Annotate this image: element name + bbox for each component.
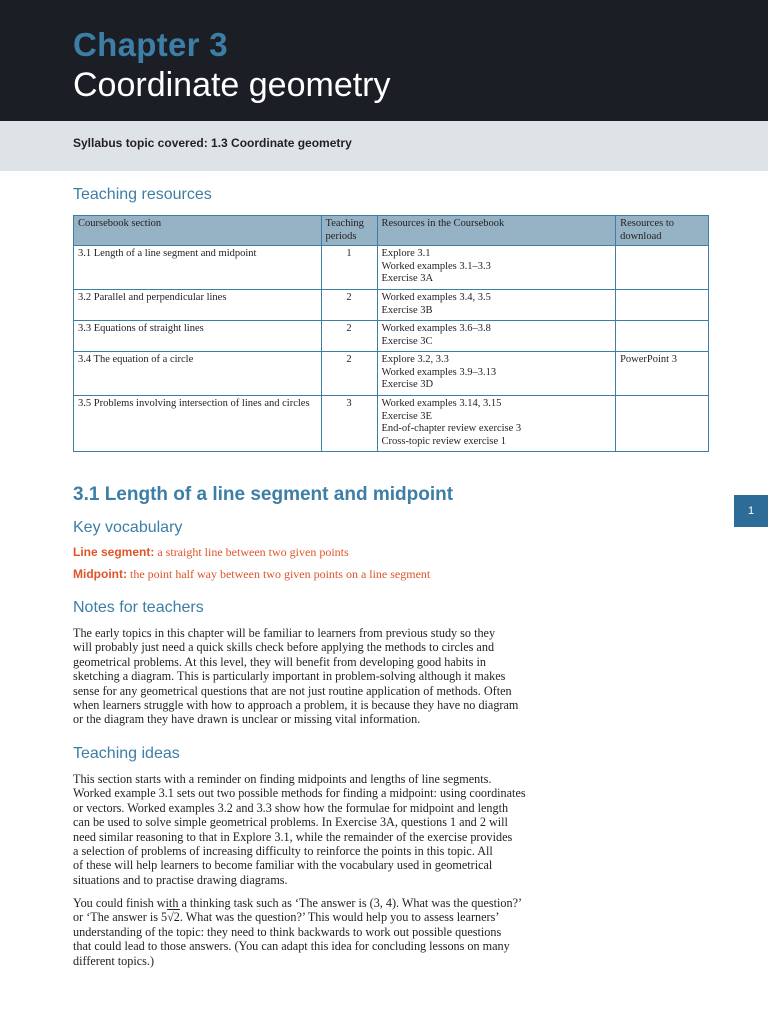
resources-cell xyxy=(377,321,616,352)
resource-item: Worked examples 3.4, 3.5 xyxy=(381,292,491,303)
text-line: sense for any geometrical questions that are not just routine application of methods. Often xyxy=(73,683,512,698)
vocab-term: Line segment: xyxy=(73,545,155,559)
text-line: a selection of problems of increasing difficulty to reinforce the points in this topic. All xyxy=(73,844,493,859)
page-number: 1 xyxy=(734,495,768,527)
resource-item: Exercise 3A xyxy=(381,273,434,284)
resource-item: Exercise 3B xyxy=(381,304,433,316)
periods-cell: 2 xyxy=(321,290,377,321)
resource-item: Explore 3.2, 3.3 xyxy=(381,354,449,365)
text-line: understanding of the topic: they need to think backwards to work out possible questions xyxy=(73,924,502,939)
text-fragment: . What was the question?’ This would help you to assess learners’ xyxy=(179,910,500,925)
teaching-ideas-heading: Teaching ideas xyxy=(73,745,180,762)
text-line: that could lead to those answers. (You can adapt this idea for concluding lessons on many xyxy=(73,939,510,954)
column-header: Teaching periods xyxy=(321,216,377,246)
vocab-term: Midpoint: xyxy=(73,567,127,581)
square-root-expression: √2 xyxy=(167,910,180,925)
text-line: of these will help learners to become familiar with the vocabulary used in geometrical xyxy=(73,858,493,873)
column-header: Resources in the Coursebook xyxy=(377,216,616,246)
text-line: geometrical problems. At this level, they will benefit from developing good habits in xyxy=(73,654,486,669)
download-cell xyxy=(616,321,709,352)
text-line: You could finish with a thinking task such as ‘The answer is (3, 4). What was the question?’ xyxy=(73,896,523,910)
text-line: when learners struggle with how to approach a problem, it is because they have no diagram xyxy=(73,698,519,713)
resource-item: Worked examples 3.1–3.3 xyxy=(381,260,491,272)
text-line xyxy=(73,910,589,924)
vocab-definition: a straight line between two given points xyxy=(154,545,349,559)
section-cell: 3.5 Problems involving intersection of lines and circles xyxy=(74,396,322,452)
section-cell: 3.1 Length of a line segment and midpoint xyxy=(74,246,322,290)
text-line: or vectors. Worked examples 3.2 and 3.3 show how the formulae for midpoint and length xyxy=(73,800,509,815)
section-title: 3.1 Length of a line segment and midpoint xyxy=(73,484,454,505)
resources-cell xyxy=(377,290,616,321)
text-line: can be used to solve simple geometrical problems. In Exercise 3A, questions 1 and 2 will xyxy=(73,815,508,830)
text-line: situations and to practise drawing diagrams. xyxy=(73,872,288,887)
table-row xyxy=(74,396,709,452)
periods-cell: 1 xyxy=(321,246,377,290)
table-row xyxy=(74,352,709,396)
periods-cell: 2 xyxy=(321,352,377,396)
resource-item: Exercise 3D xyxy=(381,379,434,390)
column-header: Resources to download xyxy=(616,216,709,246)
text-line: The early topics in this chapter will be familiar to learners from previous study so they xyxy=(73,626,496,640)
text-line: different topics.) xyxy=(73,953,154,968)
resource-item: Cross-topic review exercise 1 xyxy=(381,435,507,447)
thinking-task-paragraph xyxy=(73,896,589,968)
syllabus-topic: Syllabus topic covered: 1.3 Coordinate geometry xyxy=(73,136,352,150)
text-line: or the diagram they have drawn is unclear or missing vital information. xyxy=(73,712,421,727)
vocab-entry xyxy=(73,567,430,582)
resource-item: Worked examples 3.14, 3.15 xyxy=(381,398,502,409)
vocab-definition: the point half way between two given points on a line segment xyxy=(126,567,431,581)
resource-item: Exercise 3E xyxy=(381,410,432,422)
resource-item: Exercise 3C xyxy=(381,335,433,347)
download-cell: PowerPoint 3 xyxy=(616,352,709,396)
text-line: This section starts with a reminder on finding midpoints and lengths of line segments. xyxy=(73,772,492,786)
text-line: Worked example 3.1 sets out two possible methods for finding a midpoint: using coordinates xyxy=(73,786,526,801)
section-cell: 3.2 Parallel and perpendicular lines xyxy=(74,290,322,321)
text-line: will probably just need a quick skills check before applying the methods to circles and xyxy=(73,640,495,655)
key-vocabulary-heading: Key vocabulary xyxy=(73,519,183,536)
resources-table xyxy=(73,215,709,452)
resource-item: Worked examples 3.6–3.8 xyxy=(381,323,491,334)
notes-paragraph xyxy=(73,626,589,727)
chapter-number: Chapter 3 xyxy=(73,26,228,63)
ideas-paragraph xyxy=(73,772,589,887)
download-cell xyxy=(616,396,709,452)
resources-cell xyxy=(377,246,616,290)
column-header: Coursebook section xyxy=(74,216,322,246)
text-line: need similar reasoning to that in Explore 3.1, while the remainder of the exercise provides xyxy=(73,829,513,844)
periods-cell: 2 xyxy=(321,321,377,352)
resource-item: Explore 3.1 xyxy=(381,248,431,259)
resource-item: End-of-chapter review exercise 3 xyxy=(381,423,522,434)
resources-cell xyxy=(377,396,616,452)
chapter-title: Coordinate geometry xyxy=(73,66,391,104)
resources-cell xyxy=(377,352,616,396)
vocab-entry xyxy=(73,545,349,560)
table-row xyxy=(74,246,709,290)
teaching-resources-heading: Teaching resources xyxy=(73,186,212,203)
table-row xyxy=(74,321,709,352)
text-line: sketching a diagram. This is particularly important in problem-solving although it makes xyxy=(73,669,506,684)
table-header-row xyxy=(74,216,709,246)
resource-item: Worked examples 3.9–3.13 xyxy=(381,366,497,378)
periods-cell: 3 xyxy=(321,396,377,452)
section-cell: 3.3 Equations of straight lines xyxy=(74,321,322,352)
notes-heading: Notes for teachers xyxy=(73,599,204,616)
download-cell xyxy=(616,246,709,290)
table-row xyxy=(74,290,709,321)
download-cell xyxy=(616,290,709,321)
text-fragment: or ‘The answer is 5 xyxy=(73,910,168,925)
section-cell: 3.4 The equation of a circle xyxy=(74,352,322,396)
